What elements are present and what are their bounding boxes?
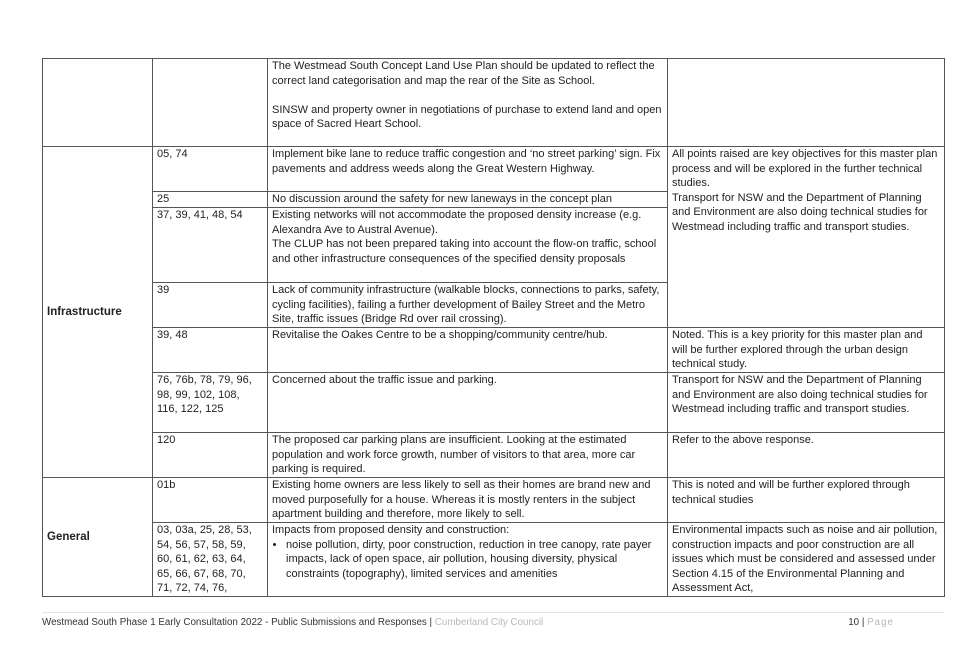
page-number xyxy=(848,617,894,628)
page-footer xyxy=(42,612,944,633)
submission-text: The CLUP has not been prepared taking into account the flow-on traffic, school and other infrastructure consequences of the specified density proposals xyxy=(272,238,657,265)
page-label: Page xyxy=(867,617,894,628)
submission-cell: Concerned about the traffic issue and parking. xyxy=(268,373,668,433)
submissions-table xyxy=(42,58,945,597)
table-row xyxy=(43,147,945,192)
submission-cell xyxy=(268,523,668,597)
table-row xyxy=(43,328,945,373)
theme-general: General xyxy=(43,478,153,597)
ref-text: 03, 03a, 25, 28, 53, 54, 56, 57, 58, 59, 60, 61, 62, 63, 64, 65, 66, 67, 68, 70, 71, 72, 74, 76, xyxy=(157,524,252,595)
response-cell xyxy=(668,147,945,328)
ref-cell xyxy=(153,523,268,597)
submission-text: The Westmead South Concept Land Use Plan should be updated to reflect the correct land categorisation and map the rear of the Site as School. xyxy=(272,60,655,87)
table-row xyxy=(43,59,945,147)
response-text: Transport for NSW and the Department of Planning and Environment are also doing technical studies for Westmead including traffic and transport studies. xyxy=(672,191,928,233)
submission-cell: Lack of community infrastructure (walkable blocks, connections to parks, safety, cycling facilities), failing a further development of Bailey Street and the Metro Site, traffic issues (Bridge Rd over rail crossing). xyxy=(268,283,668,328)
submission-cell xyxy=(268,59,668,147)
footer-doc-title: Westmead South Phase 1 Early Consultation 2022 - Public Submissions and Responses | xyxy=(42,617,433,628)
table-row xyxy=(43,523,945,597)
response-cell: Transport for NSW and the Department of Planning and Environment are also doing technical studies for Westmead including traffic and transport studies. xyxy=(668,373,945,433)
submission-cell: The proposed car parking plans are insufficient. Looking at the estimated population and work force growth, number of visitors to that area, more car parking is required. xyxy=(268,433,668,478)
response-cell: Refer to the above response. xyxy=(668,433,945,478)
response-cell: This is noted and will be further explored through technical studies xyxy=(668,478,945,523)
submission-cell: Existing home owners are less likely to sell as their homes are brand new and moved purposefully for a house. Whereas it is mostly renters in the subject apartment building and therefore, more likely to sell. xyxy=(268,478,668,523)
response-cell xyxy=(668,523,945,597)
theme-infrastructure: Infrastructure xyxy=(43,147,153,478)
response-cell: Noted. This is a key priority for this master plan and will be further explored through the urban design technical study. xyxy=(668,328,945,373)
response-cell xyxy=(668,59,945,147)
table-row xyxy=(43,433,945,478)
ref-cell: 05, 74 xyxy=(153,147,268,192)
submission-text: Existing networks will not accommodate the proposed density increase (e.g. Alexandra Ave to Austral Avenue). xyxy=(272,209,642,236)
submission-cell: Implement bike lane to reduce traffic congestion and ‘no street parking’ sign. Fix pavements and address weeds along the Great Western Highway. xyxy=(268,147,668,192)
bullet-item: • noise pollution, dirty, poor construction, reduction in tree canopy, rate payer impacts, lack of open space, air pollution, housing diversity, physical constraints (topography), limited services and amenities xyxy=(286,538,663,582)
ref-cell xyxy=(153,59,268,147)
ref-cell: 39 xyxy=(153,283,268,328)
table-row xyxy=(43,478,945,523)
submission-cell: Revitalise the Oakes Centre to be a shopping/community centre/hub. xyxy=(268,328,668,373)
ref-cell: 39, 48 xyxy=(153,328,268,373)
submission-cell: No discussion around the safety for new laneways in the concept plan xyxy=(268,192,668,208)
response-text: Environmental impacts such as noise and air pollution, construction impacts and poor construction are all issues which must be considered and assessed under Section 4.15 of the Environmental Planning and Assessment Act, xyxy=(672,524,938,595)
ref-cell: 01b xyxy=(153,478,268,523)
response-text: All points raised are key objectives for this master plan process and will be explored in the further technical studies. xyxy=(672,148,938,190)
submission-cell xyxy=(268,208,668,283)
bullet-list xyxy=(272,538,663,582)
theme-cell xyxy=(43,59,153,147)
footer-council: Cumberland City Council xyxy=(434,617,544,628)
submission-text: SINSW and property owner in negotiations of purchase to extend land and open space of Sacred Heart School. xyxy=(272,103,662,131)
ref-cell: 120 xyxy=(153,433,268,478)
submission-text: Impacts from proposed density and construction: xyxy=(272,524,510,536)
ref-cell: 25 xyxy=(153,192,268,208)
table-row xyxy=(43,373,945,433)
page-number-value: 10 | xyxy=(848,617,865,628)
ref-cell: 37, 39, 41, 48, 54 xyxy=(153,208,268,283)
ref-cell: 76, 76b, 78, 79, 96, 98, 99, 102, 108, 116, 122, 125 xyxy=(153,373,268,433)
